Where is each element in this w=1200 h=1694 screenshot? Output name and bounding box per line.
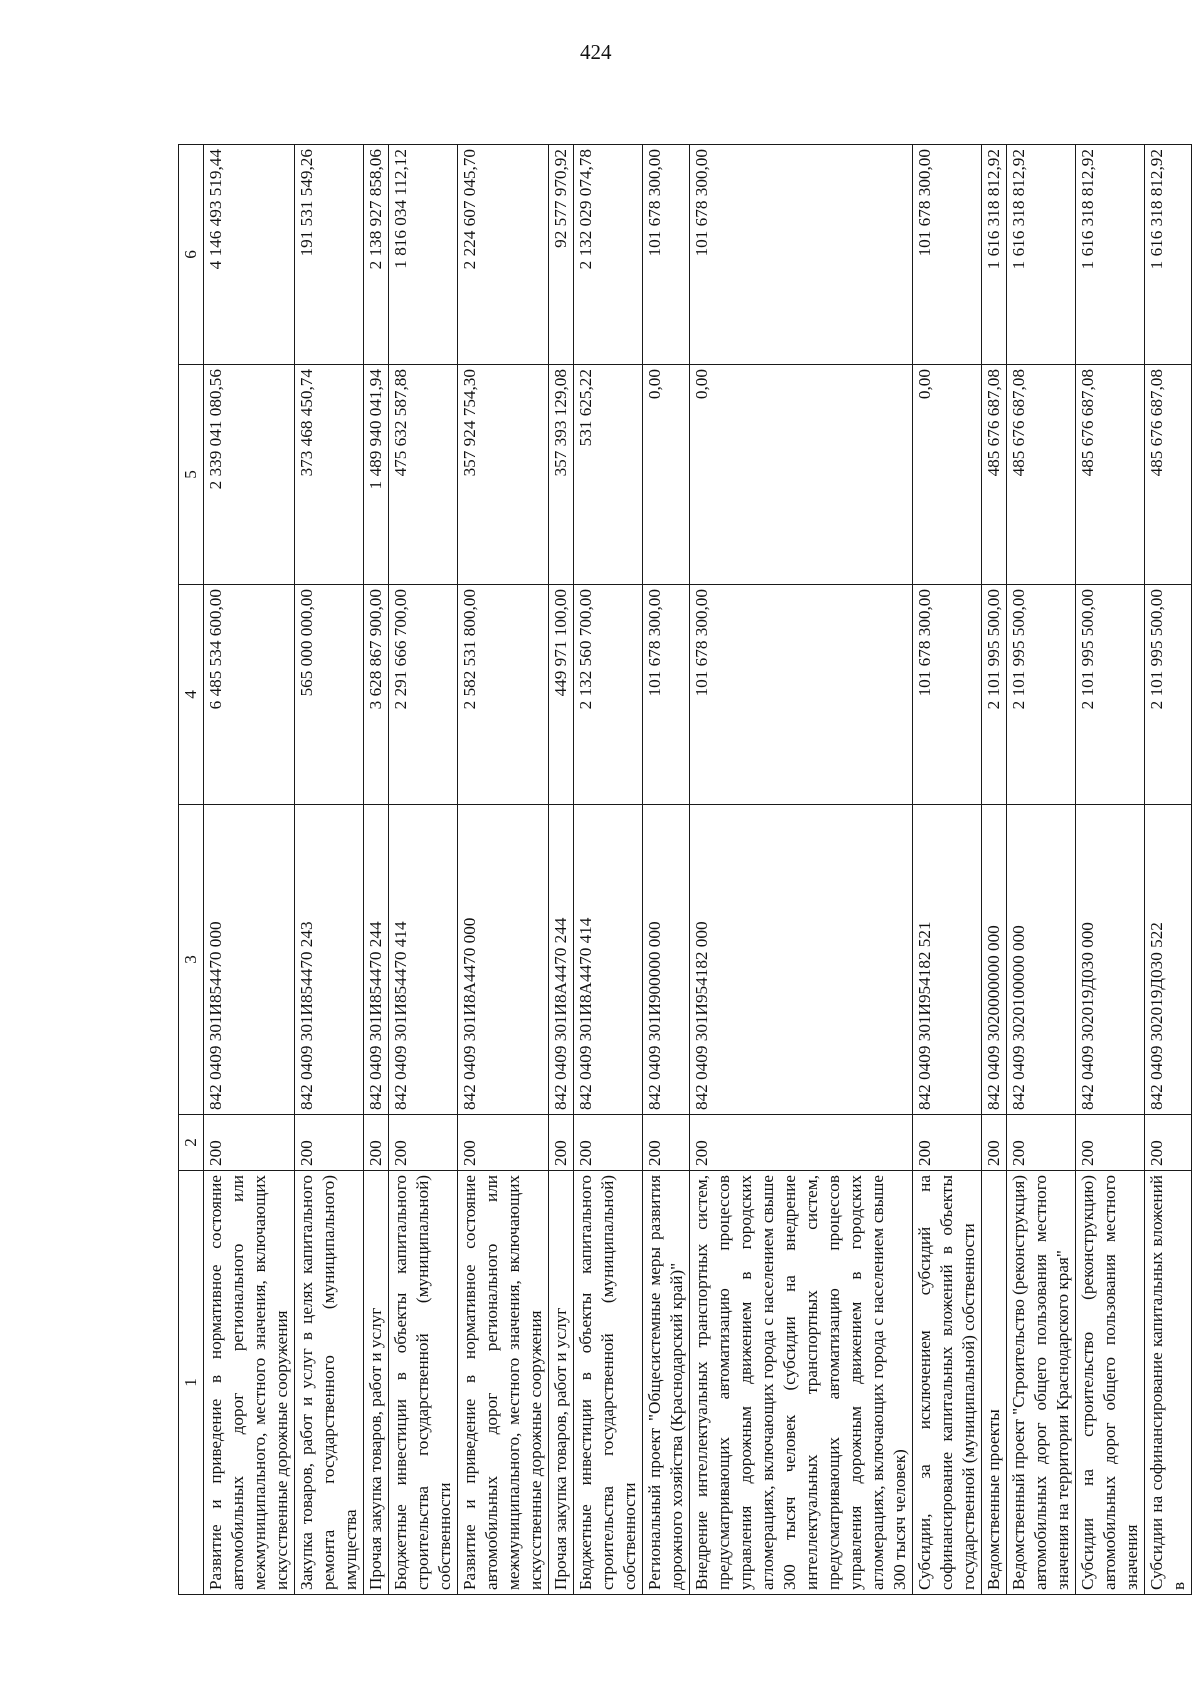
amount-col-6: 1 616 318 812,92 — [982, 145, 1007, 365]
col-2-value: 200 — [458, 1115, 549, 1171]
item-name: Региональный проект "Общесистемные меры развития дорожного хозяйства (Краснодарский край)" — [643, 1171, 690, 1595]
amount-col-4: 6 485 534 600,00 — [204, 585, 295, 805]
table-body — [204, 145, 1192, 1595]
amount-col-5: 485 676 687,08 — [982, 365, 1007, 585]
amount-col-5: 373 468 450,74 — [295, 365, 364, 585]
amount-col-6: 2 224 607 045,70 — [458, 145, 549, 365]
amount-col-6: 101 678 300,00 — [690, 145, 913, 365]
amount-col-5: 531 625,22 — [574, 365, 643, 585]
amount-col-6: 2 138 927 858,06 — [364, 145, 389, 365]
budget-code: 842 0409 301И954182 521 — [913, 805, 982, 1115]
table-row — [364, 145, 389, 1595]
budget-code: 842 0409 3020000000 000 — [982, 805, 1007, 1115]
amount-col-4: 2 101 995 500,00 — [1145, 585, 1192, 805]
amount-col-5: 485 676 687,08 — [1007, 365, 1076, 585]
col-2-value: 200 — [364, 1115, 389, 1171]
amount-col-4: 2 582 531 800,00 — [458, 585, 549, 805]
amount-col-4: 101 678 300,00 — [643, 585, 690, 805]
budget-code: 842 0409 301И954182 000 — [690, 805, 913, 1115]
column-header: 1 — [179, 1171, 204, 1595]
page-number: 424 — [580, 40, 612, 64]
amount-col-4: 101 678 300,00 — [690, 585, 913, 805]
amount-col-4: 2 101 995 500,00 — [982, 585, 1007, 805]
col-2-value: 200 — [1145, 1115, 1192, 1171]
rotated-table-wrapper — [178, 145, 1188, 1595]
budget-code: 842 0409 301И854470 244 — [364, 805, 389, 1115]
amount-col-6: 101 678 300,00 — [643, 145, 690, 365]
amount-col-5: 357 393 129,08 — [549, 365, 574, 585]
amount-col-5: 0,00 — [690, 365, 913, 585]
budget-code: 842 0409 301И854470 414 — [389, 805, 458, 1115]
table-row — [295, 145, 364, 1595]
item-name: Прочая закупка товаров, работ и услуг — [364, 1171, 389, 1595]
amount-col-4: 2 132 560 700,00 — [574, 585, 643, 805]
col-2-value: 200 — [643, 1115, 690, 1171]
table-row — [549, 145, 574, 1595]
amount-col-4: 2 101 995 500,00 — [1007, 585, 1076, 805]
budget-code: 842 0409 302019Д030 000 — [1076, 805, 1145, 1115]
table-row — [1076, 145, 1145, 1595]
amount-col-4: 101 678 300,00 — [913, 585, 982, 805]
item-name: Развитие и приведение в нормативное состояние автомобильных дорог регионального или межмуниципального, местного значения, включающих искусственные дорожные сооружения — [204, 1171, 295, 1595]
item-name: Субсидии на строительство (реконструкцию) автомобильных дорог общего пользования местного значения — [1076, 1171, 1145, 1595]
budget-code: 842 0409 301И900000 000 — [643, 805, 690, 1115]
amount-col-5: 485 676 687,08 — [1145, 365, 1192, 585]
budget-code: 842 0409 301И8А4470 000 — [458, 805, 549, 1115]
budget-code: 842 0409 301И854470 243 — [295, 805, 364, 1115]
col-2-value: 200 — [982, 1115, 1007, 1171]
column-header: 2 — [179, 1115, 204, 1171]
column-header: 4 — [179, 585, 204, 805]
amount-col-5: 2 339 041 080,56 — [204, 365, 295, 585]
column-header: 3 — [179, 805, 204, 1115]
amount-col-4: 449 971 100,00 — [549, 585, 574, 805]
amount-col-6: 1 816 034 112,12 — [389, 145, 458, 365]
item-name: Ведомственные проекты — [982, 1171, 1007, 1595]
item-name: Внедрение интеллектуальных транспортных систем, предусматривающих автоматизацию процессов управления дорожным движением в городских агломерациях, включающих города с населением свыше 300 тысяч человек (субсидии на внедрение интеллектуальных транспортных систем, предусматривающих автоматизацию процессов управления дорожным движением в городских агломерациях, включающих города с населением свыше 300 тысяч человек) — [690, 1171, 913, 1595]
table-row — [389, 145, 458, 1595]
table-row — [643, 145, 690, 1595]
amount-col-4: 2 291 666 700,00 — [389, 585, 458, 805]
table-row — [458, 145, 549, 1595]
budget-code: 842 0409 302019Д030 522 — [1145, 805, 1192, 1115]
item-name: Развитие и приведение в нормативное состояние автомобильных дорог регионального или межмуниципального, местного значения, включающих искусственные дорожные сооружения — [458, 1171, 549, 1595]
budget-code: 842 0409 3020100000 000 — [1007, 805, 1076, 1115]
item-name: Прочая закупка товаров, работ и услуг — [549, 1171, 574, 1595]
amount-col-6: 101 678 300,00 — [913, 145, 982, 365]
item-name: Бюджетные инвестиции в объекты капитального строительства государственной (муниципальной) собственности — [389, 1171, 458, 1595]
table-row — [1007, 145, 1076, 1595]
amount-col-6: 2 132 029 074,78 — [574, 145, 643, 365]
table-row — [574, 145, 643, 1595]
amount-col-5: 0,00 — [643, 365, 690, 585]
table-row — [913, 145, 982, 1595]
col-2-value: 200 — [295, 1115, 364, 1171]
budget-code: 842 0409 301И854470 000 — [204, 805, 295, 1115]
table-row — [204, 145, 295, 1595]
col-2-value: 200 — [389, 1115, 458, 1171]
amount-col-5: 357 924 754,30 — [458, 365, 549, 585]
amount-col-5: 475 632 587,88 — [389, 365, 458, 585]
amount-col-4: 2 101 995 500,00 — [1076, 585, 1145, 805]
item-name: Субсидии на софинансирование капитальных вложений в — [1145, 1171, 1192, 1595]
amount-col-6: 1 616 318 812,92 — [1145, 145, 1192, 365]
amount-col-6: 4 146 493 519,44 — [204, 145, 295, 365]
amount-col-6: 1 616 318 812,92 — [1007, 145, 1076, 365]
col-2-value: 200 — [1007, 1115, 1076, 1171]
col-2-value: 200 — [549, 1115, 574, 1171]
item-name: Ведомственный проект "Строительство (реконструкция) автомобильных дорог общего пользования местного значения на территории Краснодарского края" — [1007, 1171, 1076, 1595]
item-name: Закупка товаров, работ и услуг в целях капитального ремонта государственного (муниципального) имущества — [295, 1171, 364, 1595]
amount-col-5: 0,00 — [913, 365, 982, 585]
amount-col-5: 485 676 687,08 — [1076, 365, 1145, 585]
budget-table — [178, 144, 1192, 1595]
amount-col-5: 1 489 940 041,94 — [364, 365, 389, 585]
amount-col-6: 1 616 318 812,92 — [1076, 145, 1145, 365]
amount-col-4: 3 628 867 900,00 — [364, 585, 389, 805]
column-header: 6 — [179, 145, 204, 365]
col-2-value: 200 — [574, 1115, 643, 1171]
col-2-value: 200 — [1076, 1115, 1145, 1171]
column-header: 5 — [179, 365, 204, 585]
col-2-value: 200 — [204, 1115, 295, 1171]
amount-col-6: 191 531 549,26 — [295, 145, 364, 365]
budget-code: 842 0409 301И8А4470 414 — [574, 805, 643, 1115]
item-name: Бюджетные инвестиции в объекты капитального строительства государственной (муниципальной) собственности — [574, 1171, 643, 1595]
col-2-value: 200 — [913, 1115, 982, 1171]
amount-col-4: 565 000 000,00 — [295, 585, 364, 805]
col-2-value: 200 — [690, 1115, 913, 1171]
item-name: Субсидии, за исключением субсидий на софинансирование капитальных вложений в объекты государственной (муниципальной) собственности — [913, 1171, 982, 1595]
budget-code: 842 0409 301И8А4470 244 — [549, 805, 574, 1115]
amount-col-6: 92 577 970,92 — [549, 145, 574, 365]
table-row — [982, 145, 1007, 1595]
table-row — [1145, 145, 1192, 1595]
table-row — [690, 145, 913, 1595]
header-row — [179, 145, 204, 1595]
